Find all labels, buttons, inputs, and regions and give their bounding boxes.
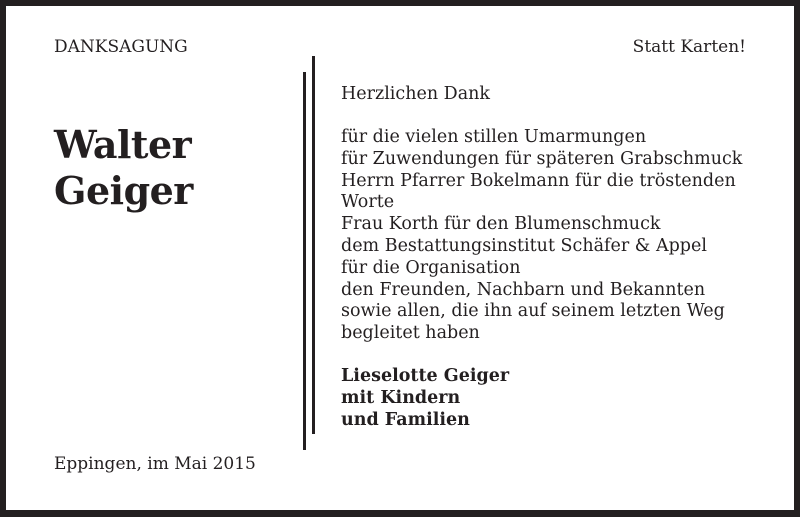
first-name: Walter bbox=[54, 122, 192, 167]
thanks-line: Herrn Pfarrer Bokelmann für die tröstenden bbox=[341, 170, 736, 191]
thanks-line: begleitet haben bbox=[341, 323, 480, 344]
thanks-line: den Freunden, Nachbarn und Bekannten bbox=[341, 279, 706, 300]
thanks-line: sowie allen, die ihn auf seinem letzten Weg bbox=[341, 301, 725, 322]
deceased-name bbox=[54, 122, 193, 214]
signature-line: mit Kindern bbox=[341, 387, 461, 408]
thanks-line: für die Organisation bbox=[341, 257, 521, 278]
thanks-list bbox=[341, 127, 742, 345]
last-name: Geiger bbox=[54, 168, 193, 213]
divider-line-right bbox=[312, 56, 315, 434]
divider-line-left bbox=[303, 72, 306, 450]
thanks-line: für die vielen stillen Umarmungen bbox=[341, 127, 647, 147]
greeting: Herzlichen Dank bbox=[341, 84, 490, 104]
signature-line: und Familien bbox=[341, 409, 470, 430]
header-label: DANKSAGUNG bbox=[54, 37, 188, 57]
thanks-line: Worte bbox=[341, 192, 395, 213]
thanks-line: dem Bestattungsinstitut Schäfer & Appel bbox=[341, 235, 707, 256]
header-right-label: Statt Karten! bbox=[632, 37, 746, 57]
place-date: Eppingen, im Mai 2015 bbox=[54, 454, 256, 474]
thanks-line: Frau Korth für den Blumenschmuck bbox=[341, 214, 661, 235]
signature-line: Lieselotte Geiger bbox=[341, 366, 510, 386]
notice-card bbox=[6, 6, 794, 510]
thanks-line: für Zuwendungen für späteren Grabschmuck bbox=[341, 148, 743, 169]
signature bbox=[341, 366, 509, 431]
